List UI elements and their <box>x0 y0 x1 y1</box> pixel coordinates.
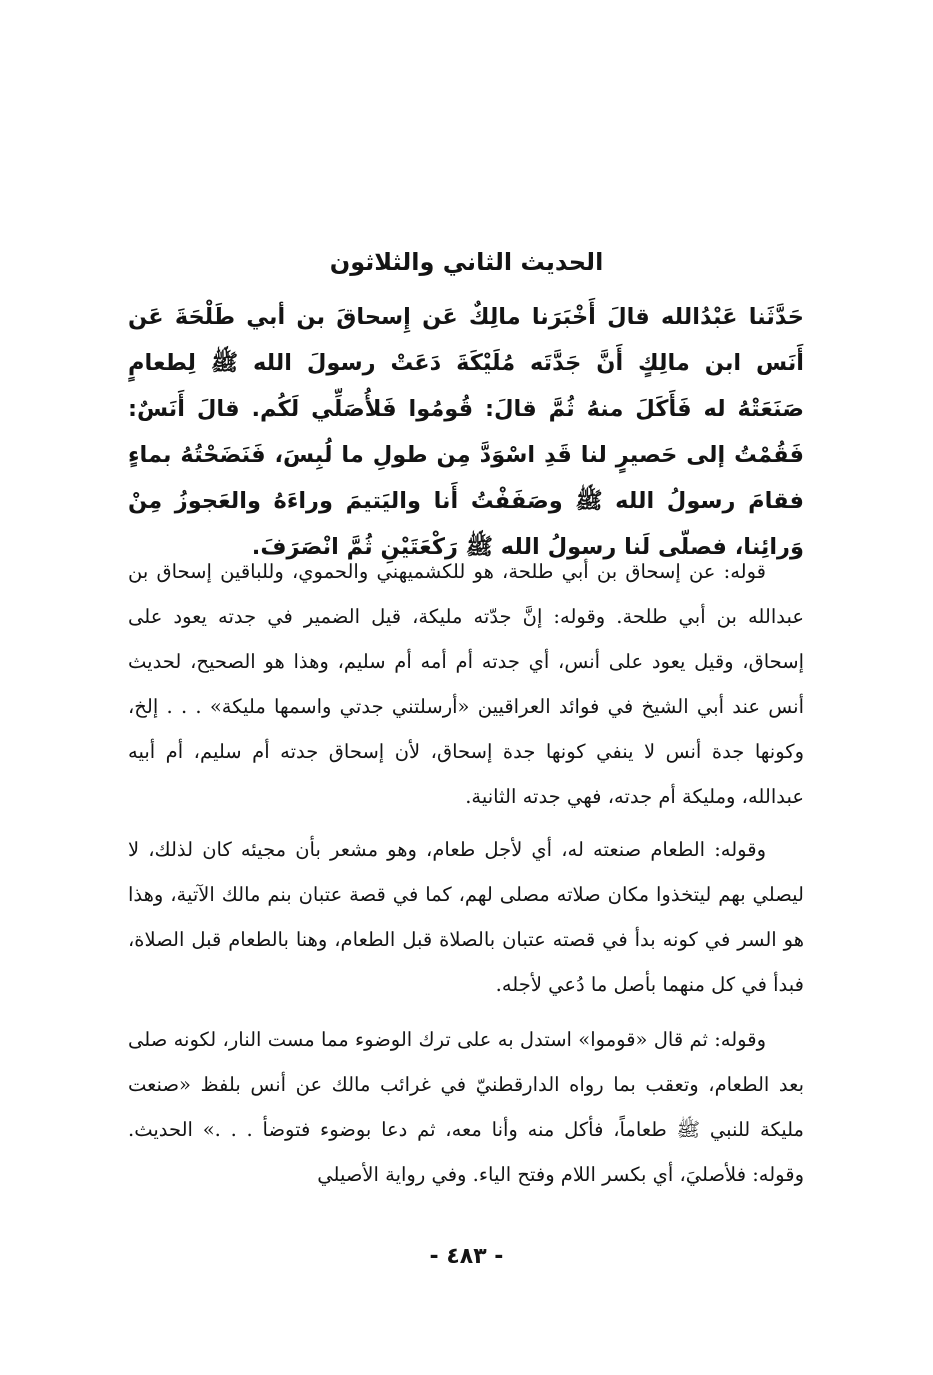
section-title: الحديث الثاني والثلاثون <box>329 248 604 276</box>
commentary-paragraph-1: قوله: عن إسحاق بن أبي طلحة، هو للكشميهني والحموي، وللباقين إسحاق بن عبدالله بن أبي طلحة. وقوله: إنَّ جدّته مليكة، قيل الضمير في جدته يعود على إسحاق، وقيل يعود على أنس، أي جدته أم أمه أم سليم، وهذا هو الصحيح، لحديث أنس عند أبي الشيخ في فوائد العراقيين «أرسلتني جدتي واسمها مليكة» . . . إلخ، وكونها جدة أنس لا ينفي كونها جدة إسحاق، لأن إسحاق جدته أم سليم، أم أبيه عبدالله، ومليكة أم جدته، فهي جدته الثانية. <box>128 560 804 808</box>
commentary-paragraph-2: وقوله: الطعام صنعته له، أي لأجل طعام، وهو مشعر بأن مجيئه كان لذلك، لا ليصلي بهم ليتخذوا مكان صلاته مصلى لهم، كما في قصة عتبان بنم مالك الآتية، وهذا هو السر في كونه بدأ في قصته عتبان بالصلاة قبل الطعام، وهنا بالطعام قبل الصلاة، فبدأ في كل منهما بأصل ما دُعي لأجله. <box>128 838 804 996</box>
commentary-paragraph-3: وقوله: ثم قال «قوموا» استدل به على ترك الوضوء مما مست النار، لكونه صلى بعد الطعام، وتعقب بما رواه الدارقطنيّ في غرائب مالك عن أنس بلفظ «صنعت مليكة للنبي ﷺ طعاماً، فأكل منه وأنا معه، ثم دعا بوضوء فتوضأ . . .» الحديث. وقوله: فلأصليَ، أي بكسر اللام وفتح الياء. وفي رواية الأصيلي <box>128 1028 804 1186</box>
hadith-text: حَدَّثَنا عَبْدُالله قالَ أَخْبَرَنا مالِكٌ عَن إِسحاقَ بن أبي طَلْحَةَ عَن أَنَس ابن مالِكٍ أَنَّ جَدَّتَه مُلَيْكَةَ دَعَتْ رسولَ الله ﷺ لِطعامٍ صَنَعَتْهُ له فَأَكَلَ منهُ ثُمَّ قالَ: قُومُوا فَلأُصَلِّي لَكُم. قالَ أَنَسٌ: فَقُمْتُ إلى حَصيرٍ لنا قَدِ اسْوَدَّ مِن طولِ ما لُبِسَ، فَنَضَحْتُهُ بماءٍ فقامَ رسولُ الله ﷺ وصَفَفْتُ أَنا واليَتيمَ وراءَهُ والعَجوزُ مِنْ وَرائِنا، فصلّى لَنا رسولُ الله ﷺ رَكْعَتَيْنِ ثُمَّ انْصَرَفَ. <box>128 304 804 560</box>
page-number: - ٤٨٣ - <box>429 1244 504 1269</box>
